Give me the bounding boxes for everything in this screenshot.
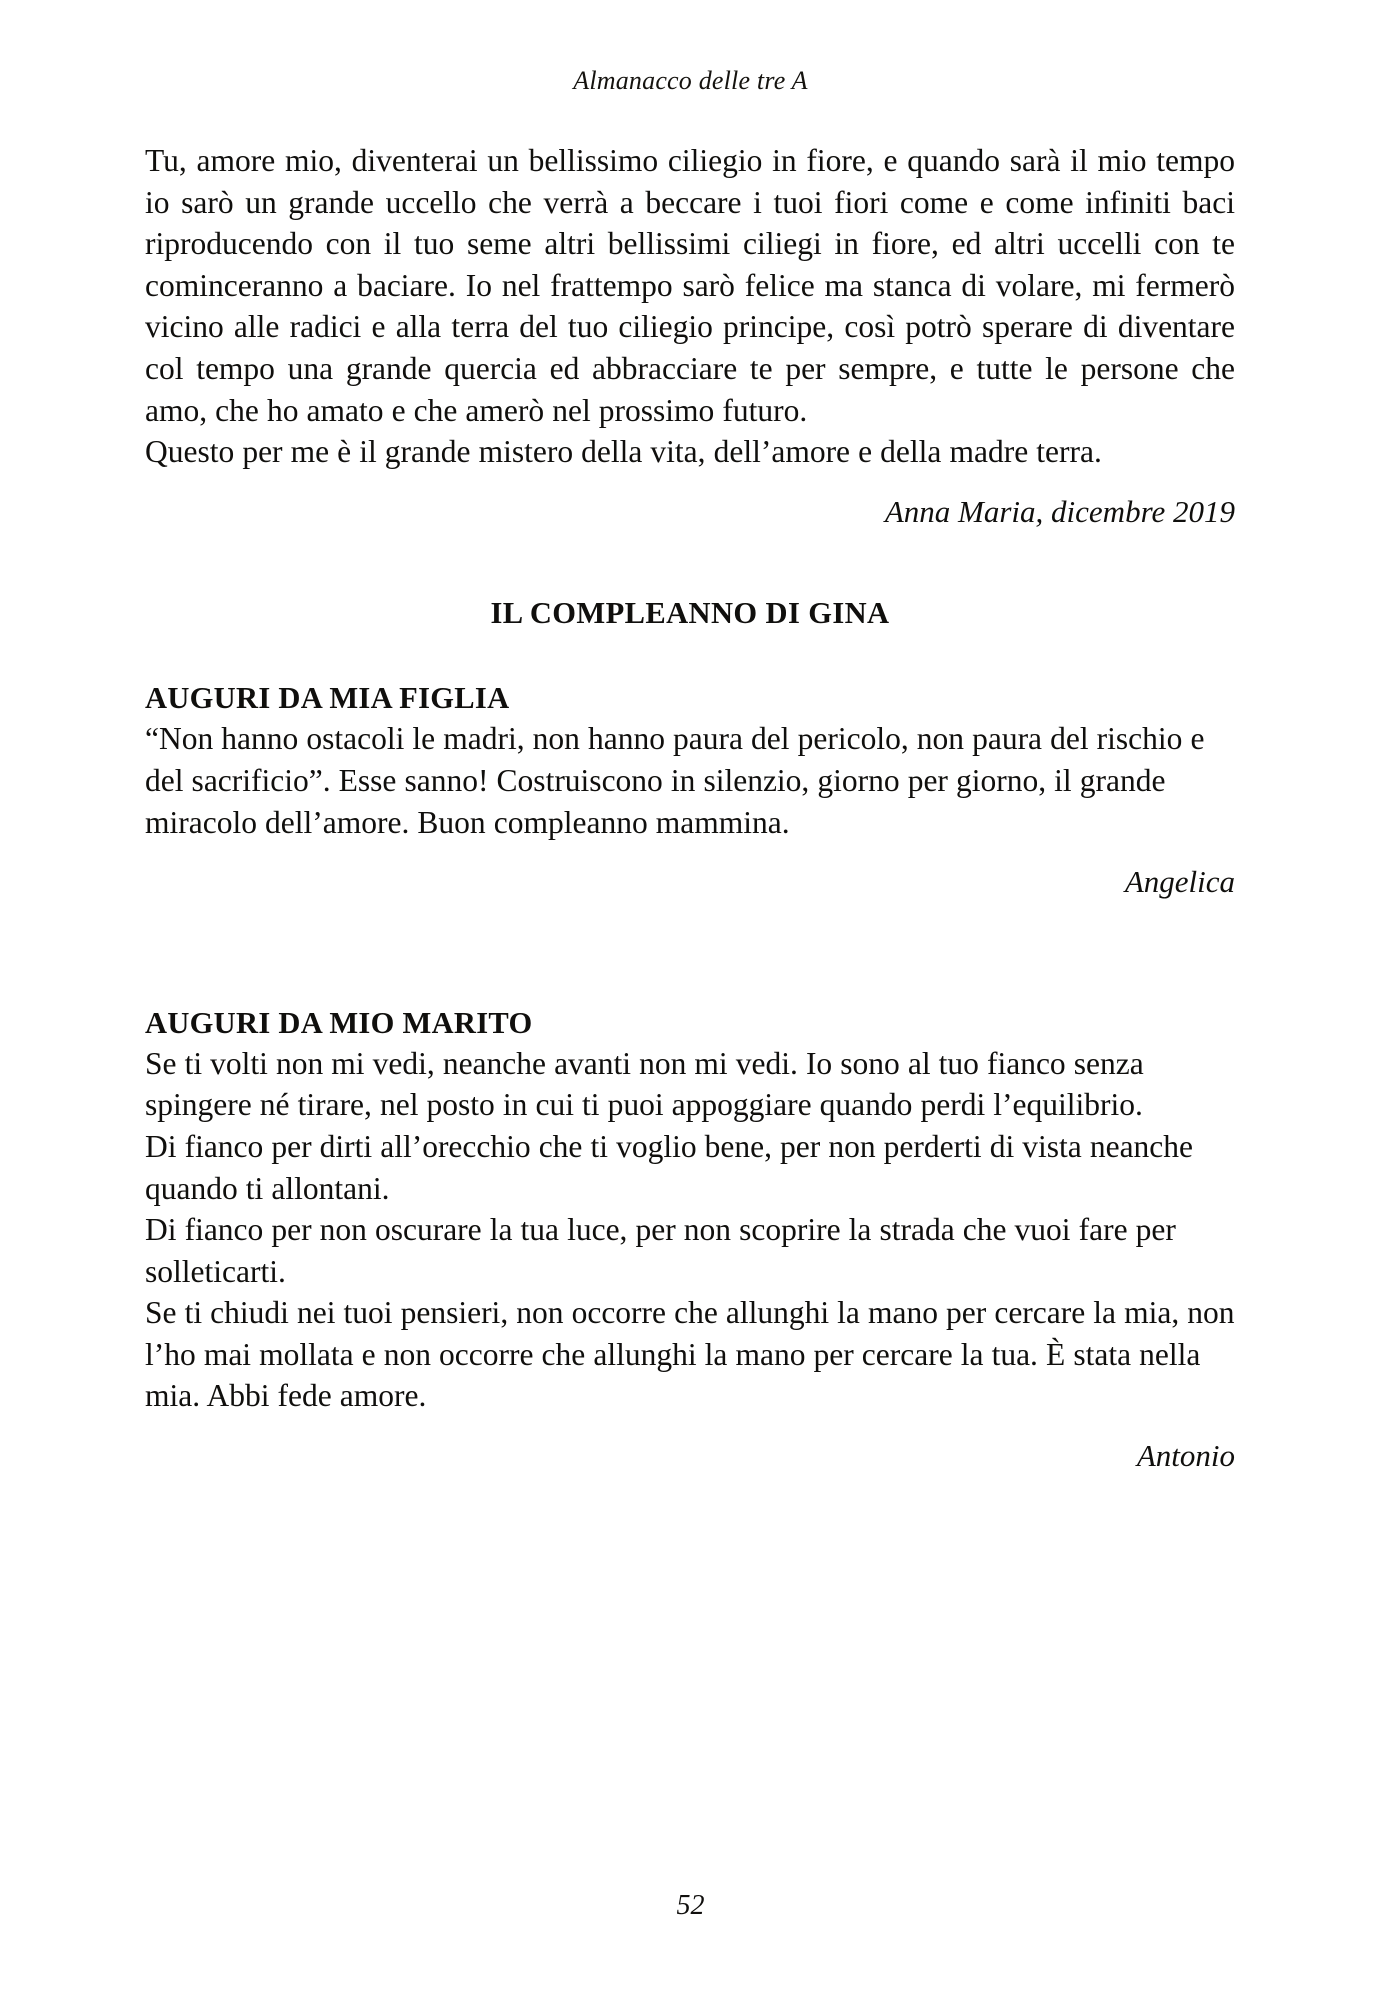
section-heading: IL COMPLEANNO DI GINA bbox=[490, 596, 890, 631]
spacer bbox=[145, 903, 1235, 1003]
tribute-daughter-heading: AUGURI DA MIA FIGLIA bbox=[145, 681, 510, 716]
tribute-husband-paragraph-3: Di fianco per non oscurare la tua luce, per non scoprire la strada che vuoi fare per solleticarti. bbox=[145, 1212, 1176, 1289]
tribute-husband-paragraph-2: Di fianco per dirti all’orecchio che ti voglio bene, per non perderti di vista neanche quando ti allontani. bbox=[145, 1128, 1194, 1206]
tribute-daughter-signature: Angelica bbox=[1124, 864, 1235, 900]
tribute-husband-signature: Antonio bbox=[1136, 1438, 1235, 1474]
text-column bbox=[145, 140, 1235, 1477]
page-number: 52 bbox=[676, 1890, 705, 1921]
spacer bbox=[145, 532, 1235, 594]
tribute-husband-paragraph-4: Se ti chiudi nei tuoi pensieri, non occorre che allunghi la mano per cercare la mia, non l’ho mai mollata e non occorre che allunghi la mano per cercare la tua. È stata nella mia. Abbi fede amore. bbox=[145, 1295, 1235, 1414]
tribute-husband-heading: AUGURI DA MIO MARITO bbox=[145, 1005, 533, 1040]
spacer bbox=[145, 632, 1235, 678]
running-head: Almanacco delle tre A bbox=[573, 66, 808, 95]
letter-one-signature: Anna Maria, dicembre 2019 bbox=[884, 493, 1235, 529]
tribute-daughter-body: “Non hanno ostacoli le madri, non hanno paura del pericolo, non paura del rischio e del sacrificio”. Esse sanno! Costruiscono in silenzio, giorno per giorno, il grande miracolo dell’amore. Buon compleanno mammina. bbox=[145, 721, 1205, 840]
letter-one-paragraph-2: Questo per me è il grande mistero della vita, dell’amore e della madre terra. bbox=[145, 434, 1102, 470]
letter-one-paragraph-1: Tu, amore mio, diventerai un bellissimo ciliegio in fiore, e quando sarà il mio tempo io sarò un grande uccello che verrà a beccare i tuoi fiori come e come infiniti baci riproducendo con il tuo seme altri bellissimi ciliegi in fiore, ed altri uccelli con te cominceranno a baciare. Io nel frattempo sarò felice ma stanca di volare, mi fermerò vicino alle radici e alla terra del tuo ciliegio principe, così potrò sperare di diventare col tempo una grande quercia ed abbracciare te per sempre, e tutte le persone che amo, che ho amato e che amerò nel prossimo futuro. bbox=[145, 143, 1235, 428]
tribute-husband-paragraph-1: Se ti volti non mi vedi, neanche avanti non mi vedi. Io sono al tuo fianco senza spingere né tirare, nel posto in cui ti puoi appoggiare quando perdi l’equilibrio. bbox=[145, 1045, 1144, 1123]
